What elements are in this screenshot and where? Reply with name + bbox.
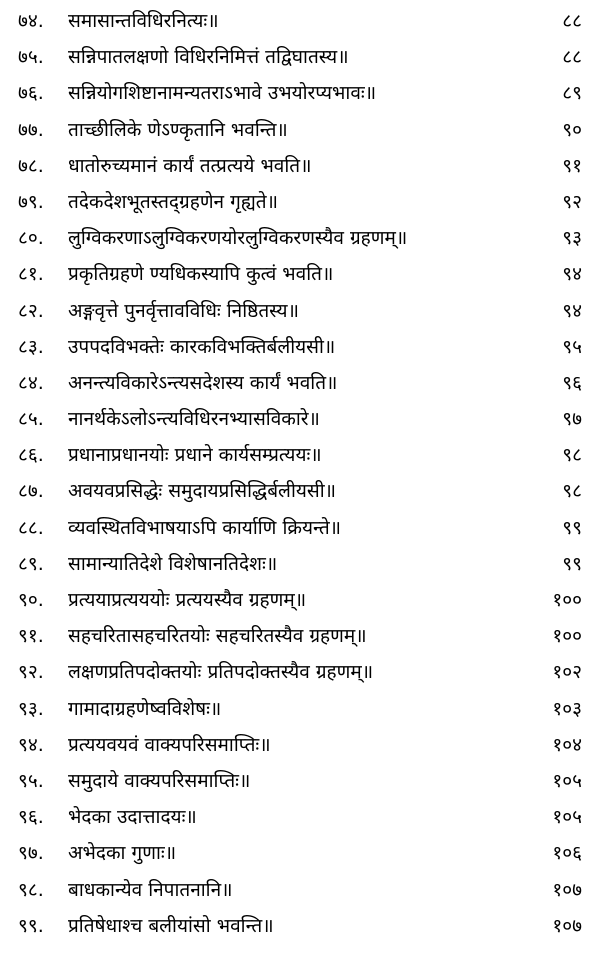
entry-page-number: १०७ [552, 914, 582, 937]
entry-text: तदेकदेशभूतस्तद्ग्रहणेन गृह्यते॥ [68, 190, 279, 213]
toc-entry [0, 293, 600, 329]
entry-number: ७५. [18, 46, 44, 69]
toc-entry [0, 546, 600, 582]
toc-entry [0, 365, 600, 401]
entry-page-number: ९८ [562, 480, 582, 503]
entry-page-number: ९४ [562, 263, 582, 286]
entry-page-number: ९३ [562, 227, 582, 250]
entry-number: ९१. [18, 625, 44, 648]
toc-entry [0, 763, 600, 799]
entry-text: समासान्तविधिरनित्यः॥ [68, 10, 219, 32]
entry-page-number: ९४ [562, 299, 582, 322]
toc-entry [0, 872, 600, 908]
toc-entry [0, 75, 600, 111]
entry-text: सन्नियोगशिष्टानामन्यतराऽभावे उभयोरप्यभावः॥ [68, 82, 377, 105]
entry-text: प्रधानाप्रधानयोः प्रधाने कार्यसम्प्रत्ययः॥ [68, 444, 322, 467]
entry-text: अनन्त्यविकारेऽन्त्यसदेशस्य कार्यं भवति॥ [68, 371, 338, 394]
entry-number: ७९. [18, 190, 44, 213]
entry-number: ८१. [18, 263, 44, 286]
toc-entry [0, 256, 600, 292]
entry-text: व्यवस्थितविभाषयाऽपि कार्याणि क्रियन्ते॥ [68, 516, 342, 539]
toc-entry [0, 582, 600, 618]
entry-number: ८२. [18, 299, 44, 322]
entry-page-number: ९९ [562, 516, 582, 539]
entry-page-number: ९२ [562, 190, 582, 213]
entry-text: समुदाये वाक्यपरिसमाप्तिः॥ [68, 769, 251, 792]
toc-entry [0, 618, 600, 654]
entry-number: ९०. [18, 589, 44, 611]
entry-text: अभेदका गुणाः॥ [68, 842, 177, 865]
entry-page-number: ९७ [562, 408, 582, 431]
entry-text: लुग्विकरणाऽलुग्विकरणयोरलुग्विकरणस्यैव ग्रहणम्॥ [68, 227, 408, 250]
entry-number: ९२. [18, 661, 44, 684]
entry-text: भेदका उदात्तादयः॥ [68, 806, 197, 829]
entry-number: ८०. [18, 227, 44, 250]
entry-page-number: १०० [552, 625, 582, 648]
toc-entry [0, 3, 600, 39]
entry-number: ९७. [18, 842, 44, 865]
entry-page-number: १०५ [552, 806, 582, 829]
toc-entry [0, 401, 600, 437]
entry-page-number: ९९ [562, 552, 582, 575]
entry-number: ९५. [18, 769, 44, 792]
entry-number: ७७. [18, 118, 44, 141]
entry-number: ९८. [18, 878, 44, 901]
entry-page-number: १०४ [552, 733, 582, 756]
entry-page-number: ९६ [562, 371, 582, 394]
entry-page-number: १०२ [552, 661, 582, 684]
toc-entry [0, 691, 600, 727]
entry-page-number: १०० [552, 589, 582, 611]
entry-number: ८५. [18, 408, 44, 431]
toc-entry [0, 184, 600, 220]
toc-entry [0, 835, 600, 871]
entry-text: प्रत्ययाप्रत्यययोः प्रत्ययस्यैव ग्रहणम्॥ [68, 589, 307, 611]
entry-text: धातोरुच्यमानं कार्यं तत्प्रत्यये भवति॥ [68, 154, 312, 177]
toc-entry [0, 727, 600, 763]
entry-text: प्रतिषेधाश्च बलीयांसो भवन्ति॥ [68, 914, 274, 937]
toc-entry [0, 148, 600, 184]
entry-page-number: ८८ [562, 10, 582, 32]
toc-entry [0, 908, 600, 944]
entry-number: ८३. [18, 335, 44, 358]
entry-text: उपपदविभक्तेः कारकविभक्तिर्बलीयसी॥ [68, 335, 336, 358]
entry-number: ८९. [18, 552, 44, 575]
entry-page-number: ९१ [562, 154, 582, 177]
toc-entry [0, 654, 600, 690]
entry-page-number: ९८ [562, 444, 582, 467]
entry-text: सन्निपातलक्षणो विधिरनिमित्तं तद्विघातस्य॥ [68, 46, 349, 69]
entry-number: ७६. [18, 82, 44, 105]
entry-text: नानर्थकेऽलोऽन्त्यविधिरनभ्यासविकारे॥ [68, 408, 320, 431]
toc-entry [0, 473, 600, 509]
entry-number: ८४. [18, 371, 44, 394]
entry-number: ९४. [18, 733, 44, 756]
entry-text: लक्षणप्रतिपदोक्तयोः प्रतिपदोक्तस्यैव ग्रहणम्॥ [68, 661, 374, 684]
entry-page-number: ८९ [562, 82, 582, 105]
entry-page-number: ८८ [562, 46, 582, 69]
entry-text: अवयवप्रसिद्धेः समुदायप्रसिद्धिर्बलीयसी॥ [68, 480, 337, 503]
entry-page-number: १०५ [552, 769, 582, 792]
entry-page-number: १०३ [552, 697, 582, 720]
entry-text: अङ्गवृत्ते पुनर्वृत्तावविधिः निष्ठितस्य॥ [68, 299, 299, 322]
entry-text: सहचरितासहचरितयोः सहचरितस्यैव ग्रहणम्॥ [68, 625, 367, 648]
entry-text: बाधकान्येव निपातनानि॥ [68, 878, 233, 901]
toc-entry [0, 437, 600, 473]
entry-number: ८८. [18, 516, 44, 539]
entry-page-number: ९५ [562, 335, 582, 358]
toc-entry [0, 112, 600, 148]
entry-text: प्रत्ययवयवं वाक्यपरिसमाप्तिः॥ [68, 733, 271, 756]
entry-number: ७४. [18, 10, 44, 32]
entry-page-number: १०६ [552, 842, 582, 865]
toc-entry [0, 329, 600, 365]
entry-text: गामादाग्रहणेष्वविशेषः॥ [68, 697, 222, 720]
toc-entry [0, 510, 600, 546]
entry-text: प्रकृतिग्रहणे ण्यधिकस्यापि कुत्वं भवति॥ [68, 263, 334, 286]
entry-text: ताच्छीलिके णेऽण्कृतानि भवन्ति॥ [68, 118, 288, 141]
entry-number: ९३. [18, 697, 44, 720]
entry-text: सामान्यातिदेशे विशेषानतिदेशः॥ [68, 552, 278, 575]
entry-number: ७८. [18, 154, 44, 177]
entry-page-number: १०७ [552, 878, 582, 901]
toc-entry [0, 220, 600, 256]
table-of-contents [0, 3, 600, 944]
entry-number: ९६. [18, 806, 44, 829]
toc-entry [0, 799, 600, 835]
entry-number: ९९. [18, 914, 44, 937]
entry-number: ८६. [18, 444, 44, 467]
toc-entry [0, 39, 600, 75]
entry-page-number: ९० [562, 118, 582, 141]
entry-number: ८७. [18, 480, 44, 503]
